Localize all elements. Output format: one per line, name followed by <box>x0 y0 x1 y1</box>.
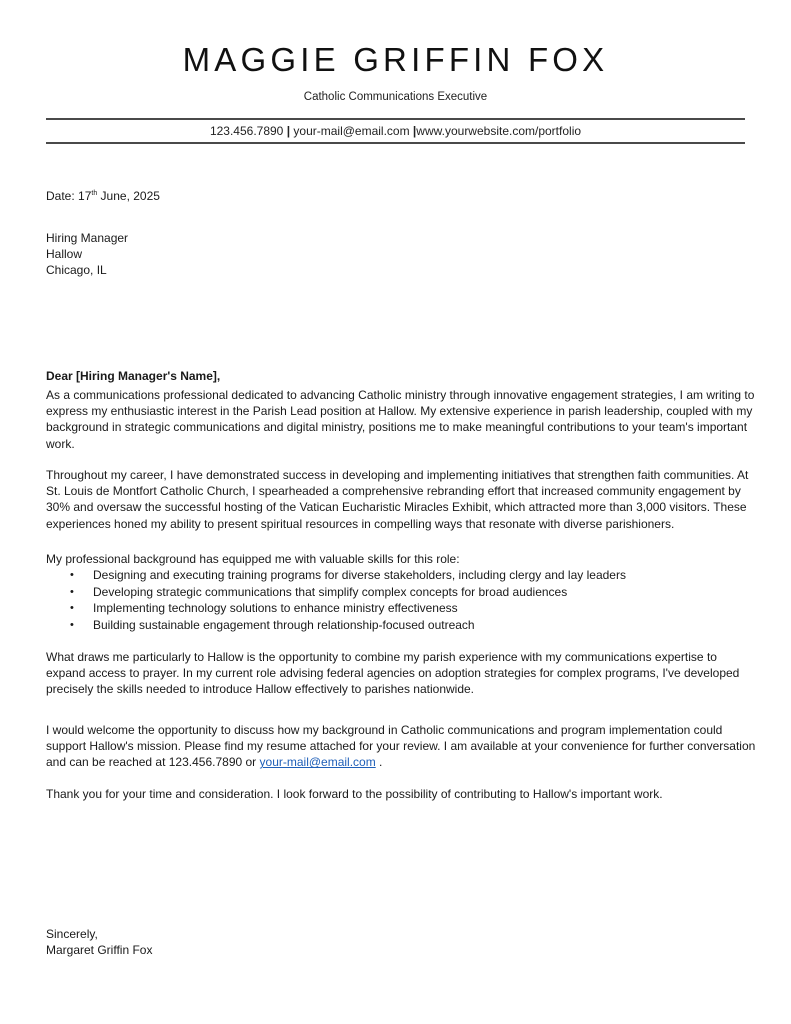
contact-phone: 123.456.7890 <box>209 124 284 138</box>
paragraph-experience: Throughout my career, I have demonstrated success in developing and implementing initiatives that strengthen faith communities. At St. Louis de Montfort Catholic Church, I spearheaded a comprehensive rebranding effort that increased community engagement by 30% and oversaw the successful hosting of the Vatican Eucharistic Miracles Exhibit, which attracted more than 3,000 visitors. These experiences honed my ability to present spiritual resources in compelling ways that resonate with diverse parishioners. <box>46 468 749 531</box>
list-item-text: Implementing technology solutions to enhance ministry effectiveness <box>93 601 458 616</box>
closing-phrase: Sincerely, <box>46 927 98 941</box>
bullet-icon: • <box>70 618 74 631</box>
header-divider-bottom <box>46 142 745 144</box>
list-item <box>46 567 756 584</box>
list-item <box>46 600 756 617</box>
contact-separator: | <box>283 124 294 138</box>
header-divider-top <box>46 118 745 120</box>
bullet-icon: • <box>70 569 74 581</box>
paragraph-thanks: Thank you for your time and consideration. I look forward to the possibility of contributing to Hallow's important work. <box>46 787 663 801</box>
recipient-location: Chicago, IL <box>46 263 107 278</box>
recipient-company: Hallow <box>46 247 83 262</box>
recipient-name: Hiring Manager <box>46 231 129 245</box>
bullet-icon: • <box>70 602 74 615</box>
list-item-text: Designing and executing training programs for diverse stakeholders, including clergy and lay leaders <box>93 568 626 582</box>
date-day: Date: 17 <box>46 189 92 203</box>
email-link[interactable]: your-mail@email.com <box>259 755 376 770</box>
contact-line <box>0 122 791 140</box>
contact-website: www.yourwebsite.com/portfolio <box>416 124 582 138</box>
closing-block <box>46 926 756 958</box>
skills-list <box>46 567 756 633</box>
paragraph-skills-intro: My professional background has equipped me with valuable skills for this role: <box>46 552 460 566</box>
list-item-text: Developing strategic communications that simplify complex concepts for broad audiences <box>93 584 568 599</box>
contact-separator: | <box>409 124 417 138</box>
list-item <box>46 584 756 601</box>
applicant-name: MAGGIE GRIFFIN FOX <box>182 41 609 78</box>
bullet-icon: • <box>70 585 74 598</box>
contact-email: your-mail@email.com <box>293 124 410 138</box>
date-ordinal: th <box>91 190 98 197</box>
paragraph-intro: As a communications professional dedicated to advancing Catholic ministry through innovative engagement strategies, I am writing to express my enthusiastic interest in the Parish Lead position at Hallow. My extensive experience in parish leadership, coupled with my background in strategic communications and digital ministry, positions me to make meaningful contributions to your team's important work. <box>46 388 755 451</box>
applicant-title: Catholic Communications Executive <box>303 91 488 103</box>
recipient-block <box>46 230 756 279</box>
list-item <box>46 617 756 634</box>
signature-name: Margaret Griffin Fox <box>46 943 153 958</box>
letter-date <box>46 188 756 204</box>
cta-end: . <box>375 755 383 770</box>
paragraph-motivation: What draws me particularly to Hallow is the opportunity to combine my parish experience with my communications expertise to expand access to prayer. In my current role advising federal agencies on adoption strategies for complex programs, I've developed precisely the skills needed to introduce Hallow effectively to parishes nationwide. <box>46 650 740 697</box>
paragraph-call-to-action <box>46 722 756 771</box>
list-item-text: Building sustainable engagement through relationship-focused outreach <box>93 617 475 632</box>
date-month-year: June, 2025 <box>97 189 160 203</box>
cta-text: I would welcome the opportunity to discuss how my background in Catholic communications and program implementation could support Hallow's mission. Please find my resume attached for your review. I am available at your convenience for further conversation and can be reached at 123.456.7890 or <box>46 723 756 770</box>
salutation: Dear [Hiring Manager's Name], <box>46 369 221 383</box>
